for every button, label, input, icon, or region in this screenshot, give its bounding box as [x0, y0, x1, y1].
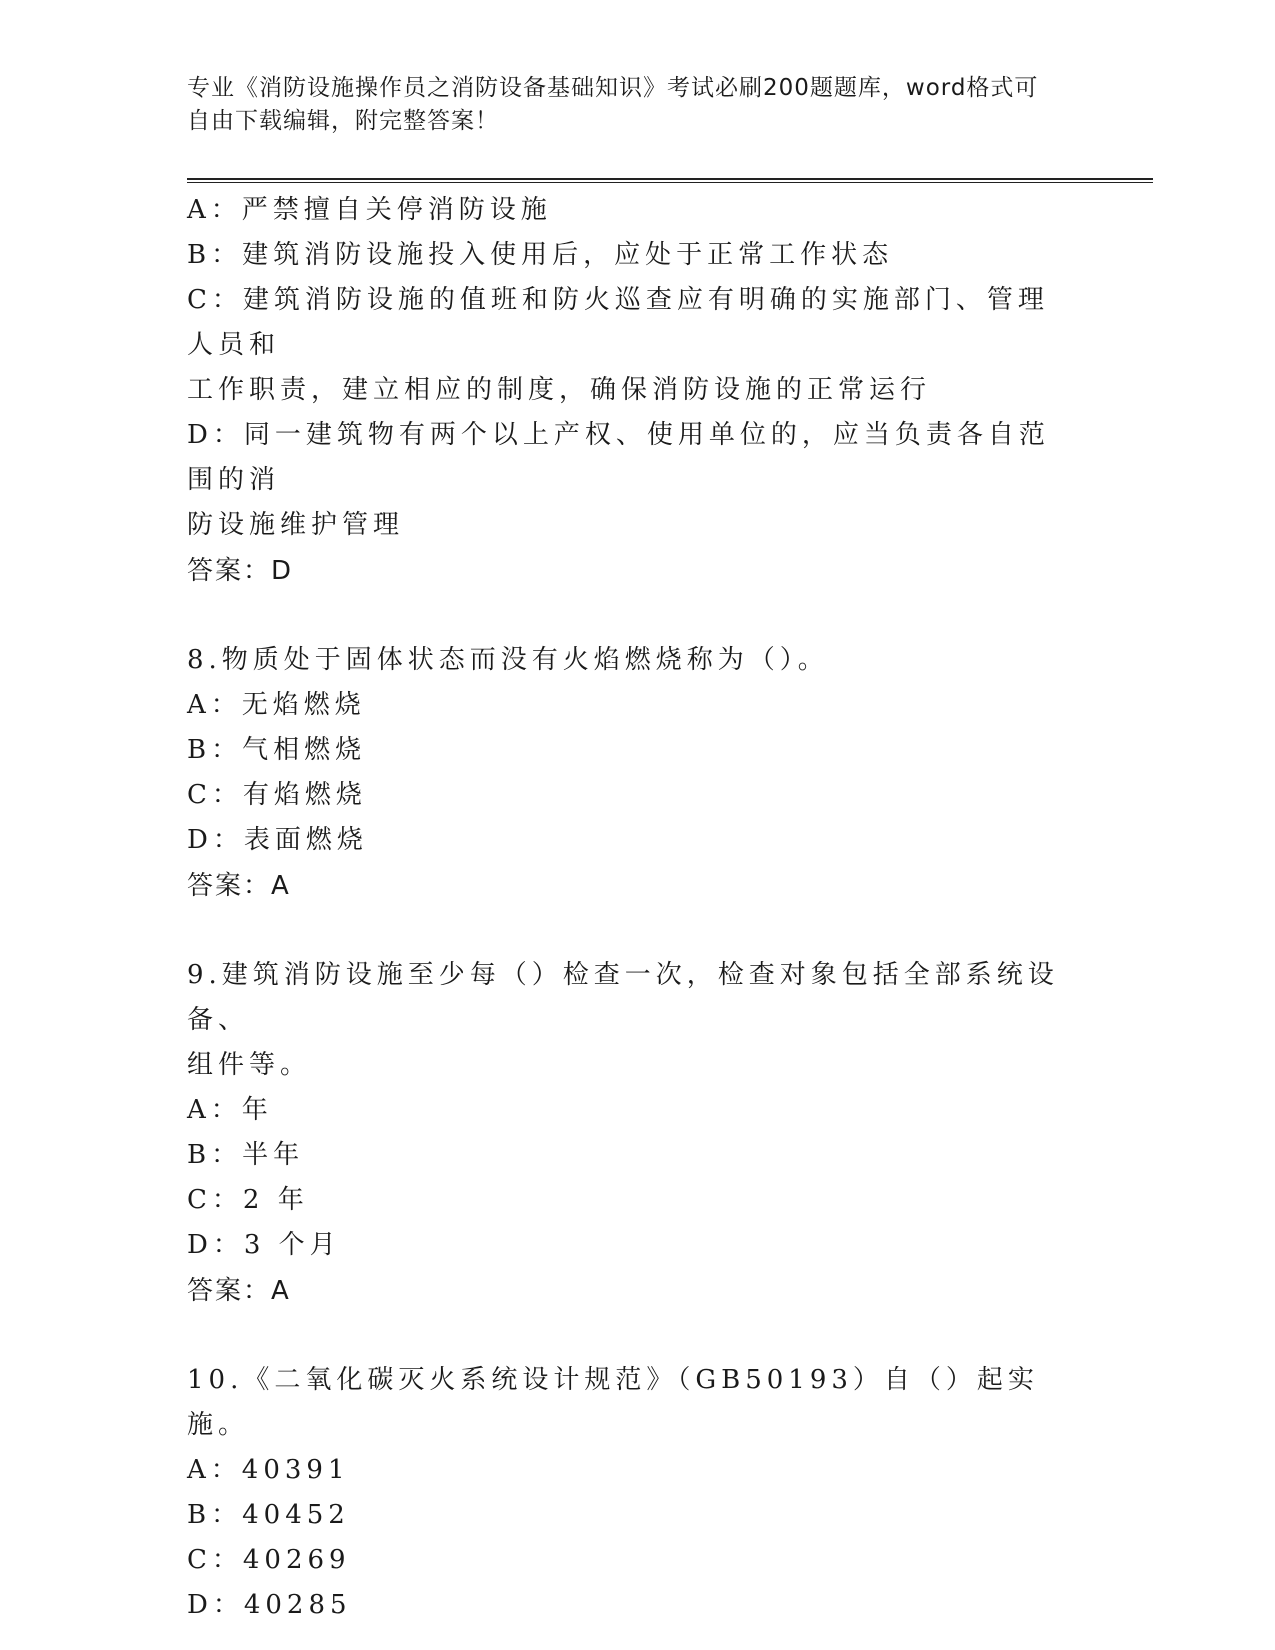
option-d: D：3 个月 [187, 1230, 341, 1260]
option-a: A：40391 [187, 1455, 350, 1485]
answer: 答案：D [187, 556, 294, 586]
document-header [187, 72, 1067, 138]
option-c-line-2: 工作职责，建立相应的制度，确保消防设施的正常运行 [187, 375, 932, 405]
option-a: A：年 [187, 1095, 273, 1125]
option-b: B：气相燃烧 [187, 735, 367, 765]
question-10 [187, 1358, 1067, 1628]
question-8 [187, 638, 1067, 909]
option-c-line-1: C：建筑消防设施的值班和防火巡查应有明确的实施部门、管理人员和 [187, 285, 1049, 360]
option-c: C：有焰燃烧 [187, 780, 367, 810]
answer: 答案：A [187, 871, 291, 901]
question-7 [187, 188, 1067, 594]
option-b: B：建筑消防设施投入使用后，应处于正常工作状态 [187, 240, 894, 270]
option-d-line-1: D：同一建筑物有两个以上产权、使用单位的，应当负责各自范围的消 [187, 420, 1050, 495]
header-line-2: 自由下载编辑，附完整答案！ [187, 108, 499, 134]
option-b: B：40452 [187, 1500, 350, 1530]
option-d: D：表面燃烧 [187, 825, 368, 855]
option-a: A：无焰燃烧 [187, 690, 366, 720]
option-c: C：2 年 [187, 1185, 309, 1215]
spacer [187, 1314, 1067, 1358]
option-d-line-2: 防设施维护管理 [187, 510, 405, 540]
option-b: B：半年 [187, 1140, 305, 1170]
answer: 答案：A [187, 1276, 291, 1306]
header-line-1: 专业《消防设施操作员之消防设备基础知识》考试必刷200题题库，word格式可 [187, 75, 1039, 101]
question-list [187, 188, 1067, 1628]
question-stem-line-1: 9.建筑消防设施至少每（）检查一次，检查对象包括全部系统设备、 [187, 960, 1059, 1035]
question-stem: 10.《二氧化碳灭火系统设计规范》（GB50193）自（）起实施。 [187, 1365, 1039, 1440]
header-divider [187, 178, 1153, 183]
spacer [187, 909, 1067, 953]
option-d: D：40285 [187, 1590, 352, 1620]
question-stem-line-2: 组件等。 [187, 1050, 312, 1080]
option-a: A：严禁擅自关停消防设施 [187, 195, 552, 225]
option-c: C：40269 [187, 1545, 351, 1575]
question-stem: 8.物质处于固体状态而没有火焰燃烧称为（）。 [187, 645, 829, 675]
spacer [187, 594, 1067, 638]
question-9 [187, 953, 1067, 1314]
